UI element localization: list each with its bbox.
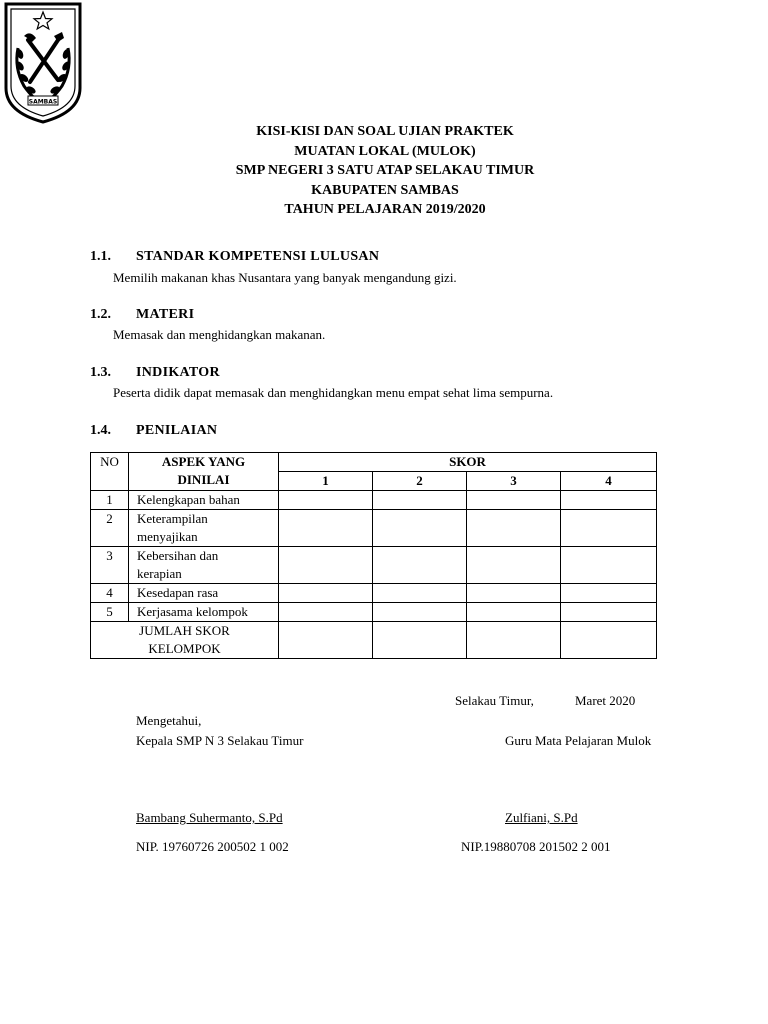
table-row (91, 584, 657, 603)
acknowledged-label: Mengetahui, (136, 713, 202, 728)
score-cell[interactable] (561, 491, 657, 510)
row-number: 1 (91, 491, 129, 510)
table-row (91, 603, 657, 622)
score-cell[interactable] (373, 510, 467, 547)
title-line-3: SMP NEGERI 3 SATU ATAP SELAKAU TIMUR (235, 163, 535, 178)
total-row (91, 622, 657, 659)
score-cell[interactable] (561, 510, 657, 547)
section-title: INDIKATOR (136, 365, 220, 380)
row-number: 3 (91, 547, 129, 584)
header-skor: SKOR (279, 453, 657, 472)
score-cell[interactable] (373, 622, 467, 659)
left-signer-role: Kepala SMP N 3 Selakau Timur (136, 733, 304, 748)
table-row (91, 491, 657, 510)
section-number: 1.2. (90, 307, 111, 322)
section-body: Peserta didik dapat memasak dan menghidangkan menu empat sehat lima sempurna. (113, 385, 554, 400)
section-body: Memilih makanan khas Nusantara yang banyak mengandung gizi. (113, 270, 457, 285)
row-aspek: Keterampilan menyajikan (129, 510, 279, 547)
svg-text:SAMBAS: SAMBAS (28, 98, 58, 106)
title-line-5: TAHUN PELAJARAN 2019/2020 (284, 202, 486, 217)
score-cell[interactable] (467, 584, 561, 603)
row-aspek: Kesedapan rasa (129, 584, 279, 603)
row-aspek: Kerjasama kelompok (129, 603, 279, 622)
left-signer-nip: NIP. 19760726 200502 1 002 (136, 839, 289, 854)
signature-date: Maret 2020 (575, 693, 636, 708)
score-cell[interactable] (561, 584, 657, 603)
score-col-2: 2 (373, 472, 467, 491)
row-aspek: Kelengkapan bahan (129, 491, 279, 510)
header-aspek: ASPEK YANG DINILAI (129, 453, 279, 491)
section-body: Memasak dan menghidangkan makanan. (113, 327, 326, 342)
score-col-4: 4 (561, 472, 657, 491)
score-cell[interactable] (467, 622, 561, 659)
row-number: 5 (91, 603, 129, 622)
assessment-table (90, 452, 657, 659)
section-number: 1.1. (90, 249, 111, 264)
score-cell[interactable] (279, 584, 373, 603)
header-no: NO (91, 453, 129, 491)
section-title: MATERI (136, 307, 195, 322)
score-cell[interactable] (467, 510, 561, 547)
score-cell[interactable] (467, 491, 561, 510)
section-number: 1.3. (90, 365, 111, 380)
total-label: JUMLAH SKOR KELOMPOK (91, 622, 279, 659)
right-signer-name: Zulfiani, S.Pd (505, 810, 578, 825)
score-cell[interactable] (279, 510, 373, 547)
score-cell[interactable] (467, 547, 561, 584)
score-col-1: 1 (279, 472, 373, 491)
kabupaten-sambas-emblem (0, 0, 86, 126)
right-signer-role: Guru Mata Pelajaran Mulok (505, 733, 652, 748)
score-cell[interactable] (373, 491, 467, 510)
table-row (91, 547, 657, 584)
score-cell[interactable] (373, 547, 467, 584)
score-cell[interactable] (279, 622, 373, 659)
row-number: 2 (91, 510, 129, 547)
score-cell[interactable] (373, 584, 467, 603)
title-line-2: MUATAN LOKAL (MULOK) (294, 143, 476, 159)
title-line-1: KISI-KISI DAN SOAL UJIAN PRAKTEK (256, 124, 514, 139)
score-cell[interactable] (561, 603, 657, 622)
score-cell[interactable] (467, 603, 561, 622)
right-signer-nip: NIP.19880708 201502 2 001 (461, 839, 611, 854)
score-cell[interactable] (279, 547, 373, 584)
left-signer-name: Bambang Suhermanto, S.Pd (136, 810, 283, 825)
section-title: STANDAR KOMPETENSI LULUSAN (136, 249, 380, 264)
signature-place: Selakau Timur, (455, 693, 534, 708)
table-row (91, 510, 657, 547)
title-line-4: KABUPATEN SAMBAS (311, 182, 459, 198)
section-title: PENILAIAN (136, 423, 218, 438)
row-aspek: Kebersihan dan kerapian (129, 547, 279, 584)
score-cell[interactable] (561, 547, 657, 584)
score-cell[interactable] (561, 622, 657, 659)
row-number: 4 (91, 584, 129, 603)
score-col-3: 3 (467, 472, 561, 491)
score-cell[interactable] (279, 491, 373, 510)
score-cell[interactable] (279, 603, 373, 622)
score-cell[interactable] (373, 603, 467, 622)
section-number: 1.4. (90, 423, 111, 438)
